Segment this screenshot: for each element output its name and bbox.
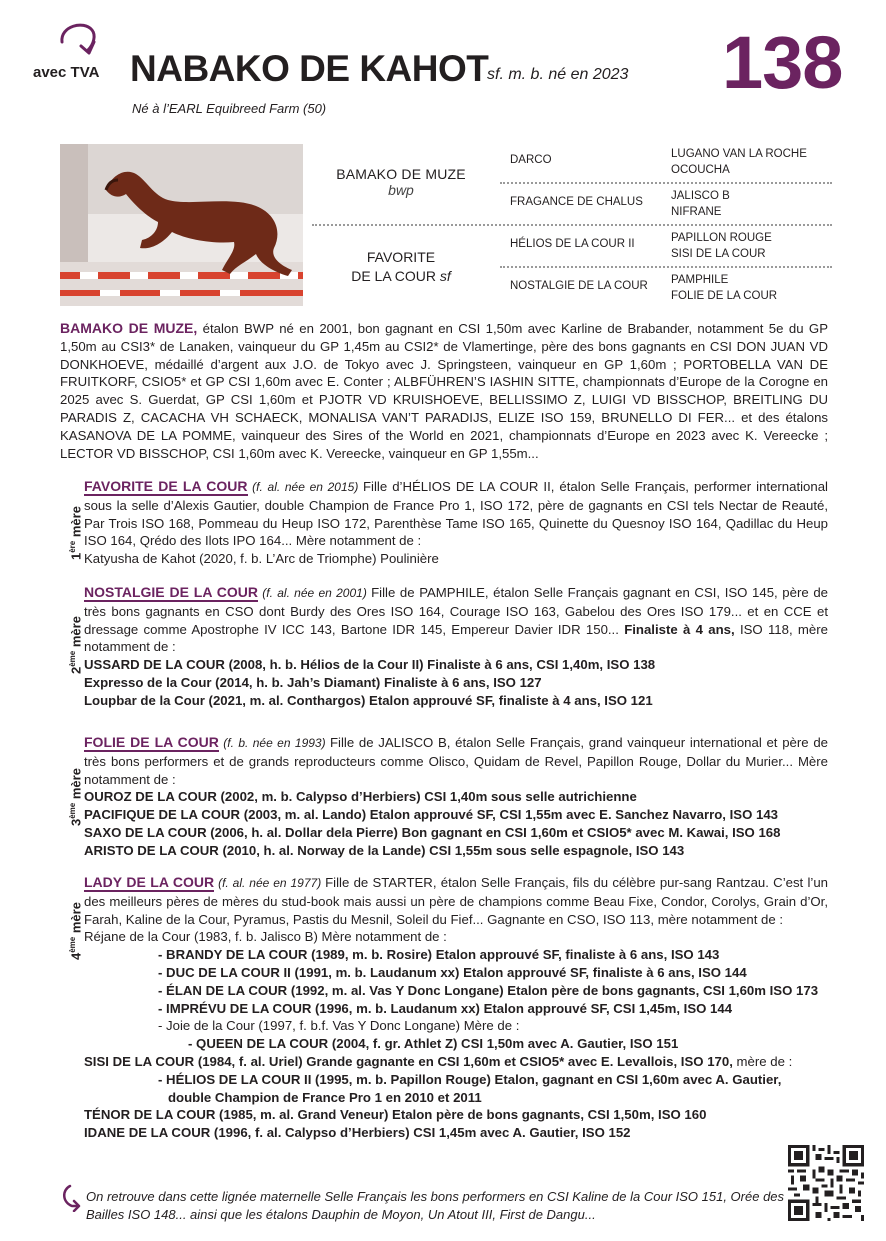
grandsire-paternal: DARCO [510,154,552,166]
dam-text: Fille de STARTER, étalon Selle Français, fils du célèbre pur-sang Rantzau. C’est l’un des meilleurs pères de mères du stud-book mais aussi un père de champions comme Beau Fixe, Condor, Corolys, Grain d’Or, Farah, Kaline de la Cour, Pyramus, Pastis du Mesnil, Soleil du Fief... Gagnante en CSO, ISO 113, mère notamment de : [84,875,829,927]
great-grand-offspring-line: - QUEEN DE LA COUR (2004, f. gr. Athlet Z) CSI 1,50m avec A. Gautier, ISO 151 [188,1036,679,1052]
dam-meta: (f. al. née en 1977) [214,876,326,890]
pedigree-divider [500,266,832,268]
pedigree-divider [500,182,832,184]
grand-offspring-line: - DUC DE LA COUR II (1991, m. b. Laudanum xx) Etalon approuvé SF, finaliste à 6 ans, ISO 144 [158,964,747,980]
ancestor-g3-4: NIFRANE [671,206,722,218]
offspring-line: Réjane de la Cour (1983, f. b. Jalisco B) Mère notamment de : [84,929,447,945]
third-dam-section [58,734,828,864]
dam-text-tail: ISO 118, mère notamment de : [84,621,828,655]
offspring-line: USSARD DE LA COUR (2008, h. b. Hélios de la Cour II) Finaliste à 6 ans, CSI 1,40m, ISO 138 [84,657,656,673]
granddam-paternal: FRAGANCE DE CHALUS [510,196,643,208]
dam-text: Fille de JALISCO B, étalon Selle Français, grand vainqueur international et père de très bons performers et de grands reproducteurs comme Olisco, Quidam de Revel, Papillon Rouge, Dollar du Murier... Mère notamment de : [84,735,828,787]
offspring-line: IDANE DE LA COUR (1996, f. al. Calypso d’Herbiers) CSI 1,45m avec A. Gautier, ISO 152 [84,1125,631,1141]
sire-description [60,320,828,462]
dam-text: Fille de PAMPHILE, étalon Selle Français gagnant en CSI, ISO 145, père de très bons gagnants en CSO dont Burdy des Ores ISO 164, Courage ISO 163, Gabelou des Ores ISO 179... et en CCE et dressage comme Apostrophe IV ICC 143, Bartone IDR 145, Empereur Davier IDR 150... [84,585,828,637]
curved-arrow-icon [54,20,104,64]
dam-text: Fille d’HÉLIOS DE LA COUR II, étalon Selle Français, performer international sous la selle d’Alexis Gautier, double Champion de France Pro 1, ISO 172, père de gagnants en CSI tels Nectar de Reauté, Par Trois ISO 168, Pommeau du Heup ISO 172, Parenthèse Tame ISO 165, Quinette du Quesnoy ISO 164, Qadillac du Heup ISO 164, Qrédo des Ilots IPO 164... Mère notamment de : [84,479,828,549]
offspring-line: SISI DE LA COUR (1984, f. al. Uriel) Grande gagnante en CSI 1,60m et CSIO5* avec E. Levallois, ISO 170, [84,1053,733,1069]
generation-label: 1ère mère [68,506,84,560]
granddam-maternal: NOSTALGIE DE LA COUR [510,280,648,292]
dam-meta: (f. b. née en 1993) [218,736,330,750]
pedigree-divider [312,224,832,226]
dam-meta: (f. al. née en 2015) [247,480,363,494]
sire-name: BAMAKO DE MUZE [336,166,466,182]
dam-name-line2: DE LA COUR [351,267,437,284]
ancestor-g3-7: PAMPHILE [671,274,729,286]
generation-label: 2ème mère [68,616,84,674]
grand-offspring-line: - IMPRÉVU DE LA COUR (1996, m. b. Laudanum xx) Etalon approuvé SF, CSI 1,45m, ISO 144 [158,1000,733,1016]
offspring-line: SAXO DE LA COUR (2006, h. al. Dollar dela Pierre) Bon gagnant en CSI 1,60m et CSIO5* avec M. Kawai, ISO 168 [84,824,781,840]
offspring-line: Expresso de la Cour (2014, h. b. Jah’s Diamant) Finaliste à 6 ans, ISO 127 [84,674,542,690]
first-dam-section [58,478,828,572]
grandsire-maternal: HÉLIOS DE LA COUR II [510,238,635,250]
horse-name: NABAKO DE KAHOT [130,48,489,89]
lot-number: 138 [722,21,843,104]
hook-arrow-icon [60,1184,82,1212]
ancestor-g3-8: FOLIE DE LA COUR [671,290,778,302]
dam-name-line1: FAVORITE [366,249,436,265]
dam-name: FAVORITE DE LA COUR [84,478,248,494]
maternal-line-note: On retrouve dans cette lignée maternelle Selle Français les bons performers en CSI Kaline de la Cour ISO 151, Orée des Bailles ISO 148... ainsi que les étalons Dauphin de Moyon, Un Atout III, First de Dangu... [86,1189,785,1222]
generation-label: 3ème mère [68,768,84,826]
sire-description-text: étalon BWP né en 2001, bon gagnant en CSI 1,50m avec Karline de Brabander, notamment 5e du GP 1,50m au CSI3* de Lanaken, vainqueur du GP 1,45m au CSI2* de Vlamertinge, père des bons gagnants en CSI DON JUAN VD DONKHOEVE, médaillé d’argent aux J.O. de Tokyo avec J. Springsteen, vainqueur en GP 1,60m ; PORTOBELLA VAN DE FRUITKORF, CSIO5* et GP CSI 1,60m avec E. Conter ; ALBFÜHREN’S IASHIN SITTE, championnats d’Europe de la Corogne en 2025 avec S. Guerdat, GP CSI 1,60m et PJOTR VD KRUISHOEVE, BELLISSIMO Z, LUIGI VD BISSCHOP, BREITLING DU PARADIS Z, CACACHA VH SCHAECK, MONALISA VAN’T PARADIJS, ELIZE ISO 159, BRUNELLO DI FER... et des étalons KASANOVA DE LA POMME, vainqueur des Sires of the World en 2021, championnats d’Europe en 2023 avec K. Vereecke ; LECTOR VD BISSCHOP, CSI 1,60m avec K. Vereecke, vainqueur en GP 1,55m... [60,321,828,461]
horse-photo [60,144,303,306]
pedigree-sire [312,166,490,198]
dam-studbook: sf [439,267,451,284]
grand-offspring-line: - ÉLAN DE LA COUR (1992, m. al. Vas Y Donc Longane) Etalon père de bons gagnants, CSI 1,60m ISO 173 [158,982,819,998]
sire-studbook: bwp [388,182,414,198]
dam-text-bold: Finaliste à 4 ans, [624,621,735,637]
sire-description-name: BAMAKO DE MUZE, [60,320,198,336]
offspring-line: ARISTO DE LA COUR (2010, h. al. Norway de la Lande) CSI 1,55m sous selle espagnole, ISO 143 [84,842,685,858]
horse-description: sf. m. b. né en 2023 [487,66,629,83]
pedigree-table [312,144,832,306]
grand-offspring-line: - BRANDY DE LA COUR (1989, m. b. Rosire) Etalon approuvé SF, finaliste à 6 ans, ISO 143 [158,947,720,963]
offspring-line: Katyusha de Kahot (2020, f. b. L’Arc de Triomphe) Poulinière [84,551,439,567]
grand-offspring-line: - HÉLIOS DE LA COUR II (1995, m. b. Papillon Rouge) Etalon, gagnant en CSI 1,60m avec A. Gautier, [158,1071,782,1087]
ancestor-g3-5: PAPILLON ROUGE [671,232,772,244]
fourth-dam-section [58,874,828,1174]
offspring-line: Loupbar de la Cour (2021, m. al. Conthargos) Etalon approuvé SF, finaliste à 4 ans, ISO 121 [84,692,653,708]
dam-meta: (f. al. née en 2001) [257,586,372,600]
ancestor-g3-1: LUGANO VAN LA ROCHE [671,148,807,160]
pedigree-dam [312,248,490,286]
generation-label: 4ème mère [68,902,84,960]
ancestor-g3-3: JALISCO B [671,190,730,202]
ancestor-g3-6: SISI DE LA COUR [671,248,766,260]
dam-name: FOLIE DE LA COUR [84,734,219,750]
tva-label: avec TVA [33,64,100,81]
qr-code-icon[interactable] [788,1145,864,1221]
grand-offspring-line-cont: double Champion de France Pro 1 en 2010 et 2011 [168,1089,482,1105]
dam-name: NOSTALGIE DE LA COUR [84,584,258,600]
offspring-line: PACIFIQUE DE LA COUR (2003, m. al. Lando) Etalon approuvé SF, CSI 1,55m avec E. Sanchez Navarro, ISO 143 [84,807,779,823]
breeder: Né à l’EARL Equibreed Farm (50) [132,101,327,116]
grand-offspring-line: - Joie de la Cour (1997, f. b.f. Vas Y Donc Longane) Mère de : [158,1018,520,1034]
dam-name: LADY DE LA COUR [84,874,215,890]
ancestor-g3-2: OCOUCHA [671,164,730,176]
second-dam-section [58,584,828,714]
offspring-line: OUROZ DE LA COUR (2002, m. b. Calypso d’Herbiers) CSI 1,40m sous selle autrichienne [84,789,637,805]
offspring-line: TÉNOR DE LA COUR (1985, m. al. Grand Veneur) Etalon père de bons gagnants, CSI 1,50m, ISO 160 [84,1107,707,1123]
offspring-line-tail: mère de : [732,1053,793,1069]
